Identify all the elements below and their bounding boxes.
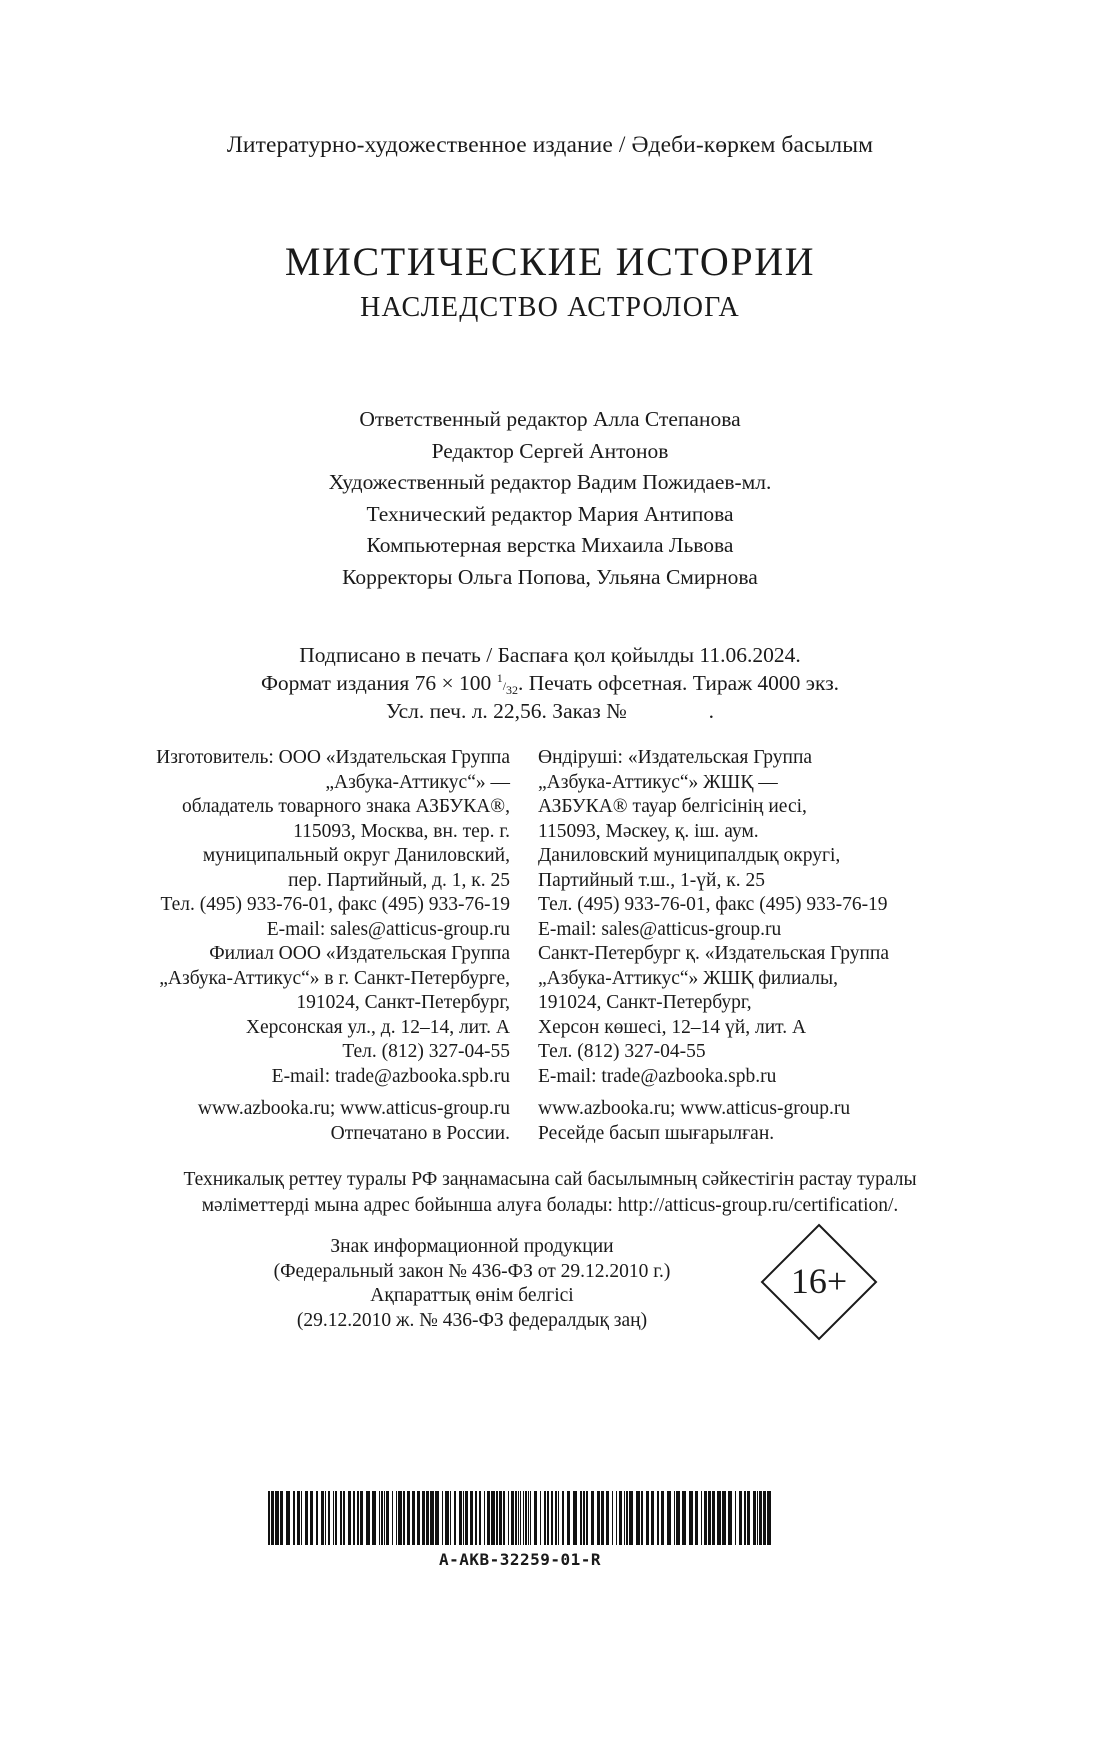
barcode-bar <box>619 1491 622 1545</box>
barcode-bar <box>384 1491 385 1545</box>
manufacturer-ru-line: „Азбука-Аттикус“» — <box>325 771 510 793</box>
age-rating-label: 16+ <box>790 1261 848 1301</box>
credit-line: Художественный редактор Вадим Пожидаев-мл. <box>328 470 772 494</box>
barcode-bar <box>624 1491 625 1545</box>
barcode-bar <box>335 1491 337 1545</box>
barcode-bar <box>491 1491 495 1545</box>
barcode-bar <box>629 1491 633 1545</box>
credit-line: Компьютерная верстка Михаила Львова <box>366 533 734 557</box>
barcode-bar <box>558 1491 559 1545</box>
barcode-bar <box>695 1491 698 1545</box>
manufacturer-ru-line: Изготовитель: ООО «Издательская Группа <box>156 747 510 768</box>
manufacturer-ru-line: E-mail: sales@atticus-group.ru <box>266 918 510 940</box>
barcode-bar <box>450 1491 451 1545</box>
branch-ru-line: Филиал ООО «Издательская Группа <box>209 943 510 964</box>
branch-ru-line: Херсонская ул., д. 12–14, лит. А <box>245 1016 510 1038</box>
barcode-bar <box>682 1491 686 1545</box>
sheets-text: Усл. печ. л. 22,56. Заказ № <box>385 699 627 723</box>
barcode-bar <box>544 1491 546 1545</box>
format-fraction: 1/32 <box>496 671 519 697</box>
manufacturer-ru <box>156 746 510 942</box>
branch-ru-line: Тел. (812) 327-04-55 <box>342 1041 510 1062</box>
barcode-bar <box>534 1491 537 1545</box>
barcode <box>268 1491 772 1545</box>
print-signed-line: Подписано в печать / Баспаға қол қойылды 11.06.2024. <box>299 643 801 667</box>
print-info-block <box>0 641 1100 725</box>
barcode-bar <box>301 1491 302 1545</box>
barcode-bar <box>523 1491 524 1545</box>
barcode-bar <box>392 1491 393 1545</box>
branch-kz-line: Тел. (812) 327-04-55 <box>538 1041 706 1062</box>
branch-kz-line: „Азбука-Аттикус“» ЖШҚ филиалы, <box>538 967 838 989</box>
footer-ru <box>198 1097 510 1146</box>
barcode-bar <box>763 1491 766 1545</box>
barcode-bar <box>430 1491 434 1545</box>
manufacturer-kz-line: Өндіруші: «Издательская Группа <box>538 747 813 768</box>
manufacturer-kz-line: E-mail: sales@atticus-group.ru <box>538 918 782 940</box>
barcode-bar <box>487 1491 490 1545</box>
barcode-bar <box>479 1491 481 1545</box>
branch-ru-line: „Азбука-Аттикус“» в г. Санкт-Петербурге, <box>159 967 510 989</box>
barcode-bar <box>744 1491 746 1545</box>
barcode-bar <box>636 1491 640 1545</box>
barcode-bar <box>657 1491 659 1545</box>
barcode-text: A-AKB-32259-01-R <box>438 1550 602 1569</box>
info-sign-line: (Федеральный закон № 436-ФЗ от 29.12.2010 г.) <box>273 1260 671 1282</box>
certification-note <box>0 1167 1100 1219</box>
sheets-end: . <box>708 699 715 723</box>
barcode-bar <box>551 1491 553 1545</box>
barcode-bar <box>567 1491 570 1545</box>
barcode-bar <box>641 1491 643 1545</box>
manufacturer-ru-line: обладатель товарного знака АЗБУКА®, <box>182 796 510 817</box>
barcode-bar <box>518 1491 519 1545</box>
barcode-bar <box>499 1491 502 1545</box>
barcode-bar <box>583 1491 585 1545</box>
manufacturer-ru-line: 115093, Москва, вн. тер. г. <box>293 820 510 842</box>
barcode-bar <box>739 1491 742 1545</box>
branch-kz-line: Санкт-Петербург қ. «Издательская Группа <box>538 943 889 964</box>
barcode-bar <box>435 1491 439 1545</box>
barcode-bar <box>275 1491 279 1545</box>
footer-kz-line: www.azbooka.ru; www.atticus-group.ru <box>538 1098 851 1119</box>
credit-line: Корректоры Ольга Попова, Ульяна Смирнова <box>342 564 758 589</box>
print-format-line <box>0 669 1100 697</box>
barcode-bar <box>417 1491 420 1545</box>
manufacturer-kz-line: Даниловский муниципалдық округі, <box>538 845 841 866</box>
barcode-bar <box>475 1491 477 1545</box>
barcode-bar <box>305 1491 308 1545</box>
barcode-bar <box>616 1491 617 1545</box>
branch-kz-line: E-mail: trade@azbooka.spb.ru <box>538 1065 777 1087</box>
barcode-bar <box>372 1491 376 1545</box>
print-sheets-line <box>0 697 1100 725</box>
branch-kz-line: Херсон көшесі, 12–14 үй, лит. А <box>538 1016 807 1038</box>
barcode-bar <box>767 1491 771 1545</box>
barcode-bar <box>442 1491 443 1545</box>
barcode-bar <box>310 1491 313 1545</box>
footer-ru-line: www.azbooka.ru; www.atticus-group.ru <box>197 1098 510 1119</box>
barcode-bar <box>555 1491 557 1545</box>
format-prefix: Формат издания 76 × 100 <box>260 671 492 695</box>
info-sign-line: Знак информационной продукции <box>330 1236 614 1257</box>
barcode-bar <box>591 1491 594 1545</box>
barcode-bar <box>286 1491 290 1545</box>
barcode-bar <box>667 1491 671 1545</box>
branch-ru-line: 191024, Санкт-Петербург, <box>296 992 510 1013</box>
barcode-bar <box>759 1491 762 1545</box>
barcode-bar <box>586 1491 588 1545</box>
barcode-bar <box>735 1491 736 1545</box>
barcode-bar <box>396 1491 397 1545</box>
barcode-bar <box>366 1491 370 1545</box>
barcode-bar <box>357 1491 359 1545</box>
barcode-bar <box>757 1491 758 1545</box>
certification-line: мәліметтерді мына адрес бойынша алуға болады: http://atticus-group.ru/certification/. <box>201 1195 899 1216</box>
barcode-bar <box>676 1491 680 1545</box>
barcode-bar <box>340 1491 342 1545</box>
barcode-bar <box>268 1491 270 1545</box>
barcode-bar <box>747 1491 750 1545</box>
barcode-bar <box>708 1491 711 1545</box>
barcode-bar <box>704 1491 707 1545</box>
barcode-bar <box>426 1491 429 1545</box>
certification-line: Техникалық реттеу туралы РФ заңнамасына сай басылымның сәйкестігін растау туралы <box>183 1169 917 1190</box>
manufacturer-ru-line: Тел. (495) 933-76-01, факс (495) 933-76-19 <box>160 894 510 915</box>
manufacturer-ru-line: пер. Партийный, д. 1, к. 25 <box>288 869 510 891</box>
credits-block <box>0 404 1100 593</box>
barcode-bar <box>646 1491 649 1545</box>
book-subtitle: НАСЛЕДСТВО АСТРОЛОГА <box>360 292 740 323</box>
barcode-bar <box>407 1491 410 1545</box>
barcode-bar <box>753 1491 756 1545</box>
age-rating-badge <box>760 1223 878 1341</box>
barcode-bar <box>459 1491 462 1545</box>
barcode-bar <box>353 1491 355 1545</box>
barcode-bar <box>328 1491 330 1545</box>
manufacturer-kz-line: Тел. (495) 933-76-01, факс (495) 933-76-19 <box>538 894 888 915</box>
barcode-bar <box>661 1491 664 1545</box>
barcode-bar <box>573 1491 577 1545</box>
format-suffix: . Печать офсетная. Тираж 4000 экз. <box>518 671 840 695</box>
barcode-bar <box>530 1491 531 1545</box>
barcode-bar <box>293 1491 295 1545</box>
barcode-bar <box>515 1491 517 1545</box>
barcode-bar <box>612 1491 613 1545</box>
credit-line: Ответственный редактор Алла Степанова <box>359 407 741 431</box>
barcode-bar <box>297 1491 300 1545</box>
barcode-bar <box>701 1491 702 1545</box>
barcode-bar <box>601 1491 604 1545</box>
barcode-bar <box>386 1491 389 1545</box>
manufacturer-kz-line: Партийный т.ш., 1-үй, к. 25 <box>538 869 765 891</box>
branch-ru <box>159 942 510 1089</box>
edition-type: Литературно-художественное издание / Әдеби-көркем басылым <box>226 132 874 158</box>
manufacturer-kz <box>538 746 888 942</box>
barcode-bar <box>343 1491 345 1545</box>
manufacturer-kz-line: „Азбука-Аттикус“» ЖШҚ — <box>538 771 778 793</box>
footer-kz <box>538 1097 850 1146</box>
book-title: МИСТИЧЕСКИЕ ИСТОРИИ <box>284 239 816 284</box>
barcode-bar <box>333 1491 334 1545</box>
barcode-bar <box>379 1491 380 1545</box>
barcode-bar <box>484 1491 485 1545</box>
info-sign-line: (29.12.2010 ж. № 436-ФЗ федералдық заң) <box>296 1309 648 1331</box>
info-sign-line: Ақпараттық өнім белгісі <box>370 1285 574 1306</box>
manufacturer-kz-line: 115093, Мәскеу, қ. іш. аум. <box>538 820 759 842</box>
credit-line: Технический редактор Мария Антипова <box>366 501 734 526</box>
barcode-bar <box>454 1491 456 1545</box>
barcode-bar <box>412 1491 415 1545</box>
barcode-bar <box>580 1491 582 1545</box>
barcode-bar <box>465 1491 468 1545</box>
barcode-bar <box>470 1491 473 1545</box>
barcode-bar <box>422 1491 425 1545</box>
barcode-bar <box>403 1491 405 1545</box>
barcode-bar <box>689 1491 693 1545</box>
barcode-bar <box>381 1491 383 1545</box>
barcode-bar <box>712 1491 715 1545</box>
barcode-bar <box>280 1491 283 1545</box>
barcode-bar <box>503 1491 505 1545</box>
barcode-bar <box>547 1491 549 1545</box>
footer-kz-line: Ресейде басып шығарылған. <box>538 1122 775 1144</box>
barcode-bar <box>626 1491 628 1545</box>
barcode-bar <box>511 1491 514 1545</box>
branch-kz-line: 191024, Санкт-Петербург, <box>538 992 752 1013</box>
barcode-bar <box>520 1491 521 1545</box>
barcode-bar <box>728 1491 732 1545</box>
barcode-bar <box>348 1491 351 1545</box>
barcode-bar <box>321 1491 324 1545</box>
barcode-bar <box>508 1491 509 1545</box>
barcode-bar <box>525 1491 527 1545</box>
barcode-bar <box>722 1491 726 1545</box>
branch-ru-line: E-mail: trade@azbooka.spb.ru <box>271 1065 510 1087</box>
format-denominator: 32 <box>506 683 519 697</box>
barcode-bar <box>540 1491 541 1545</box>
format-numerator: 1 <box>496 671 503 685</box>
barcode-bar <box>528 1491 529 1545</box>
barcode-bar <box>651 1491 654 1545</box>
barcode-bar <box>597 1491 600 1545</box>
barcode-bar <box>674 1491 675 1545</box>
manufacturer-ru-line: муниципальный округ Даниловский, <box>202 845 510 866</box>
barcode-bar <box>271 1491 274 1545</box>
barcode-bar <box>398 1491 402 1545</box>
barcode-bar <box>463 1491 464 1545</box>
manufacturer-kz-line: АЗБУКА® тауар белгісінің иесі, <box>538 796 807 817</box>
branch-kz <box>538 942 889 1089</box>
barcode-bar <box>606 1491 609 1545</box>
barcode-bar <box>496 1491 498 1545</box>
footer-ru-line: Отпечатано в России. <box>330 1122 510 1144</box>
barcode-bar <box>325 1491 326 1545</box>
barcode-bar <box>445 1491 449 1545</box>
barcode-bar <box>360 1491 363 1545</box>
credit-line: Редактор Сергей Антонов <box>431 438 669 463</box>
barcode-bar <box>717 1491 721 1545</box>
barcode-bar <box>316 1491 318 1545</box>
barcode-bar <box>562 1491 564 1545</box>
